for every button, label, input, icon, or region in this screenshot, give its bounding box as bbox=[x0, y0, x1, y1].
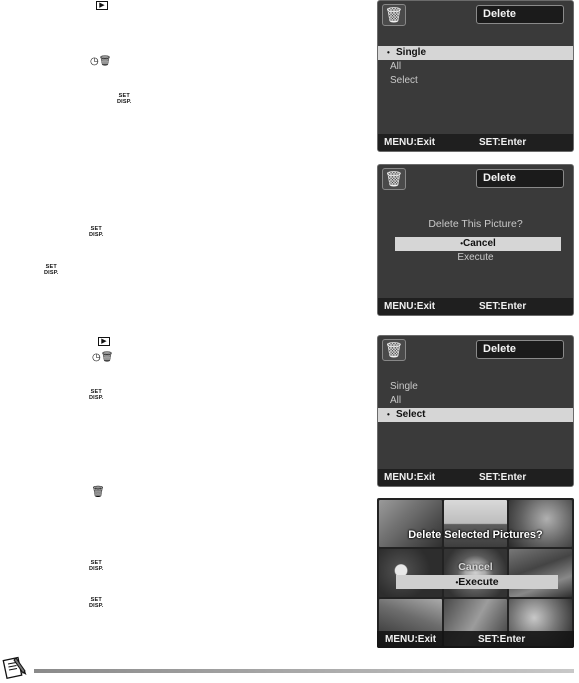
set-label: SET bbox=[90, 389, 102, 395]
disp-label: DISP. bbox=[89, 395, 104, 401]
menu-title: Delete bbox=[476, 169, 564, 188]
set-enter-hint: SET:Enter bbox=[478, 634, 526, 645]
set-label: SET bbox=[90, 226, 102, 232]
trash-icon: 🗑 bbox=[91, 486, 105, 498]
play-icon: ▶ bbox=[98, 337, 110, 346]
footer-bar bbox=[377, 631, 574, 648]
menu-item-single[interactable]: Single bbox=[390, 381, 418, 392]
set-disp-button-icon bbox=[89, 597, 104, 609]
menu-item-single[interactable]: • Single bbox=[378, 46, 573, 60]
set-disp-button-icon bbox=[44, 264, 59, 276]
set-enter-hint: SET:Enter bbox=[479, 472, 527, 483]
delete-selected-screen bbox=[377, 498, 574, 648]
menu-title: Delete bbox=[476, 340, 564, 359]
self-timer-trash-icon: ◷🗑 bbox=[92, 352, 114, 363]
menu-item-all[interactable]: All bbox=[390, 61, 402, 72]
option-cancel[interactable]: • Cancel bbox=[395, 237, 561, 251]
set-label: SET bbox=[90, 560, 102, 566]
trash-icon: 🗑 bbox=[382, 4, 406, 26]
menu-title: Delete bbox=[476, 5, 564, 24]
option-execute[interactable]: • Execute bbox=[396, 575, 558, 589]
set-label: SET bbox=[90, 597, 102, 603]
menu-exit-hint: MENU:Exit bbox=[384, 301, 436, 312]
delete-confirm-screen bbox=[377, 164, 574, 316]
delete-selected-question: Delete Selected Pictures? bbox=[408, 529, 543, 541]
footer-bar bbox=[378, 298, 573, 315]
menu-item-all[interactable]: All bbox=[390, 395, 402, 406]
option-execute[interactable]: Execute bbox=[457, 252, 494, 263]
set-disp-button-icon bbox=[89, 226, 104, 238]
menu-exit-hint: MENU:Exit bbox=[384, 137, 436, 148]
set-disp-button-icon bbox=[89, 389, 104, 401]
option-cancel[interactable]: Cancel bbox=[458, 561, 493, 573]
menu-exit-hint: MENU:Exit bbox=[384, 472, 436, 483]
set-label: SET bbox=[45, 264, 57, 270]
menu-item-select[interactable]: Select bbox=[390, 75, 418, 86]
disp-label: DISP. bbox=[89, 232, 104, 238]
disp-label: DISP. bbox=[89, 566, 104, 572]
play-icon: ▶ bbox=[96, 1, 108, 10]
delete-menu-screen-select bbox=[377, 335, 574, 487]
delete-menu-screen-single bbox=[377, 0, 574, 152]
set-enter-hint: SET:Enter bbox=[479, 301, 527, 312]
delete-question: Delete This Picture? bbox=[428, 218, 523, 230]
divider-rule bbox=[34, 669, 574, 673]
note-icon bbox=[2, 655, 28, 680]
trash-icon: 🗑 bbox=[382, 339, 406, 361]
set-disp-button-icon bbox=[117, 93, 132, 105]
footer-bar bbox=[378, 134, 573, 151]
trash-icon: 🗑 bbox=[382, 168, 406, 190]
set-enter-hint: SET:Enter bbox=[479, 137, 527, 148]
menu-exit-hint: MENU:Exit bbox=[385, 634, 437, 645]
disp-label: DISP. bbox=[44, 270, 59, 276]
self-timer-trash-icon: ◷🗑 bbox=[90, 56, 112, 67]
menu-item-select[interactable]: • Select bbox=[378, 408, 573, 422]
disp-label: DISP. bbox=[89, 603, 104, 609]
disp-label: DISP. bbox=[117, 99, 132, 105]
set-disp-button-icon bbox=[89, 560, 104, 572]
thumbnail-grid bbox=[377, 498, 574, 648]
set-label: SET bbox=[118, 93, 130, 99]
footer-bar bbox=[378, 469, 573, 486]
